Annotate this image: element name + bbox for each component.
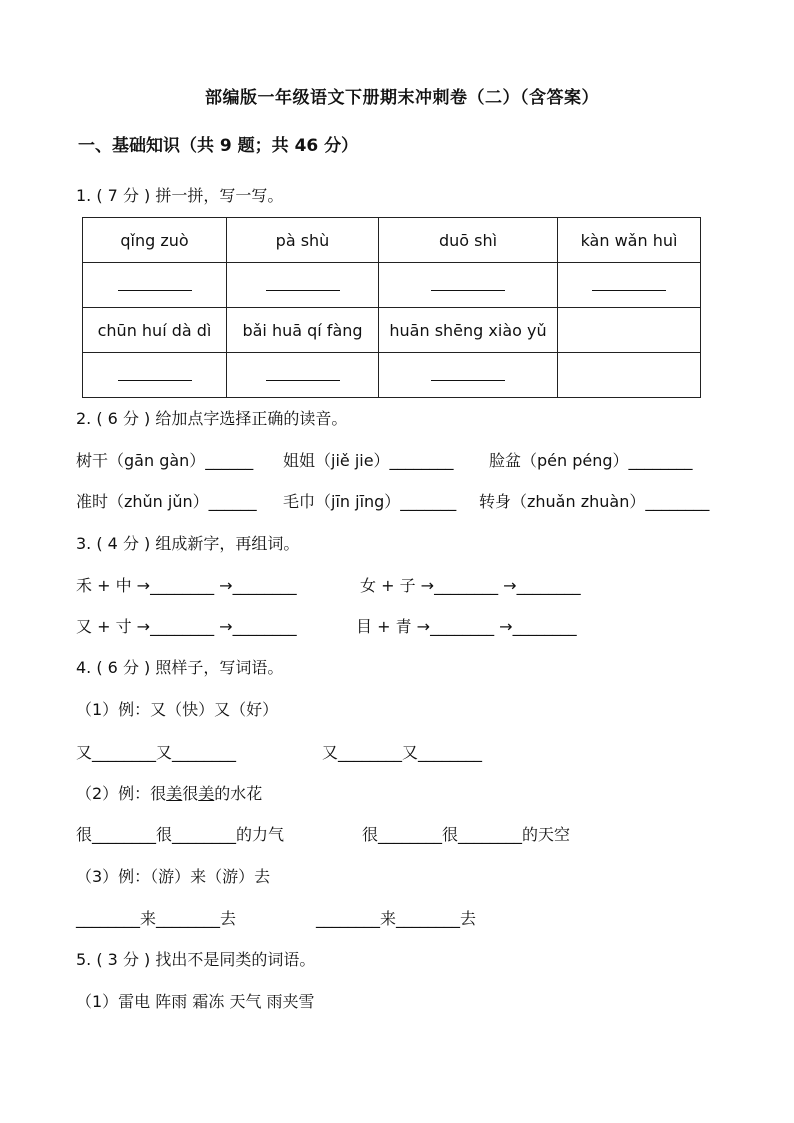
answer-cell[interactable]	[379, 353, 558, 398]
example-2	[76, 784, 262, 804]
answer-line[interactable]: 很________很________的天空	[362, 825, 571, 844]
compose-item[interactable]: 女 + 子 →________ →________	[360, 576, 581, 595]
pinyin-table	[82, 217, 701, 398]
reading-item[interactable]: 树干（gān gàn）______	[76, 451, 254, 470]
answer-line[interactable]: 又________又________	[322, 743, 483, 762]
question-4-prompt: 4. ( 6 分 ) 照样子，写词语。	[76, 658, 284, 677]
question-5-prompt: 5. ( 3 分 ) 找出不是同类的词语。	[76, 950, 316, 969]
pinyin-cell: qǐng zuò	[83, 218, 227, 263]
question-1-prompt: 1. ( 7 分 ) 拼一拼，写一写。	[76, 186, 284, 205]
answer-cell[interactable]	[83, 353, 227, 398]
answer-cell[interactable]	[227, 263, 379, 308]
reading-item[interactable]: 准时（zhǔn jǔn）______	[76, 492, 257, 511]
section-heading: 一、基础知识（共 9 题；共 46 分）	[78, 136, 359, 156]
example-text: 很	[182, 784, 199, 803]
empty-cell	[558, 353, 701, 398]
answer-blank[interactable]	[118, 276, 192, 291]
question-3-prompt: 3. ( 4 分 ) 组成新字，再组词。	[76, 534, 300, 553]
table-row	[83, 218, 701, 263]
answer-blank[interactable]	[118, 366, 192, 381]
answer-blank[interactable]	[431, 366, 505, 381]
answer-line[interactable]: ________来________去	[316, 909, 477, 928]
compose-item[interactable]: 目 + 青 →________ →________	[356, 617, 577, 636]
reading-item[interactable]: 脸盆（pén péng）________	[489, 451, 693, 470]
example-text: 的水花	[214, 784, 263, 803]
compose-item[interactable]: 禾 + 中 →________ →________	[76, 576, 297, 595]
example-text: （2）例：很	[76, 784, 167, 803]
pinyin-cell: chūn huí dà dì	[83, 308, 227, 353]
reading-item[interactable]: 毛巾（jīn jīng）_______	[283, 492, 457, 511]
compose-item[interactable]: 又 + 寸 →________ →________	[76, 617, 297, 636]
answer-line[interactable]: 很________很________的力气	[76, 825, 285, 844]
example-3: （3）例：（游）来（游）去	[76, 867, 271, 886]
answer-cell[interactable]	[558, 263, 701, 308]
word-group[interactable]: （1）雷电 阵雨 霜冻 天气 雨夹雪	[76, 992, 315, 1011]
pinyin-cell: kàn wǎn huì	[558, 218, 701, 263]
answer-blank[interactable]	[592, 276, 666, 291]
answer-cell[interactable]	[227, 353, 379, 398]
pinyin-cell: huān shēng xiào yǔ	[379, 308, 558, 353]
empty-cell	[558, 308, 701, 353]
pinyin-cell: duō shì	[379, 218, 558, 263]
underlined-char: 美	[198, 784, 215, 803]
answer-blank[interactable]	[266, 276, 340, 291]
answer-blank[interactable]	[266, 366, 340, 381]
answer-blank[interactable]	[431, 276, 505, 291]
answer-cell[interactable]	[379, 263, 558, 308]
page-title: 部编版一年级语文下册期末冲刺卷（二）（含答案）	[205, 88, 599, 108]
underlined-char: 美	[166, 784, 183, 803]
answer-line[interactable]: 又________又________	[76, 743, 237, 762]
pinyin-cell: bǎi huā qí fàng	[227, 308, 379, 353]
answer-line[interactable]: ________来________去	[76, 909, 237, 928]
table-row	[83, 308, 701, 353]
table-row	[83, 263, 701, 308]
table-row	[83, 353, 701, 398]
answer-cell[interactable]	[83, 263, 227, 308]
pinyin-cell: pà shù	[227, 218, 379, 263]
question-2-prompt: 2. ( 6 分 ) 给加点字选择正确的读音。	[76, 409, 348, 428]
reading-item[interactable]: 姐姐（jiě jie）________	[283, 451, 454, 470]
reading-item[interactable]: 转身（zhuǎn zhuàn）________	[479, 492, 710, 511]
example-1: （1）例：又（快）又（好）	[76, 700, 279, 719]
